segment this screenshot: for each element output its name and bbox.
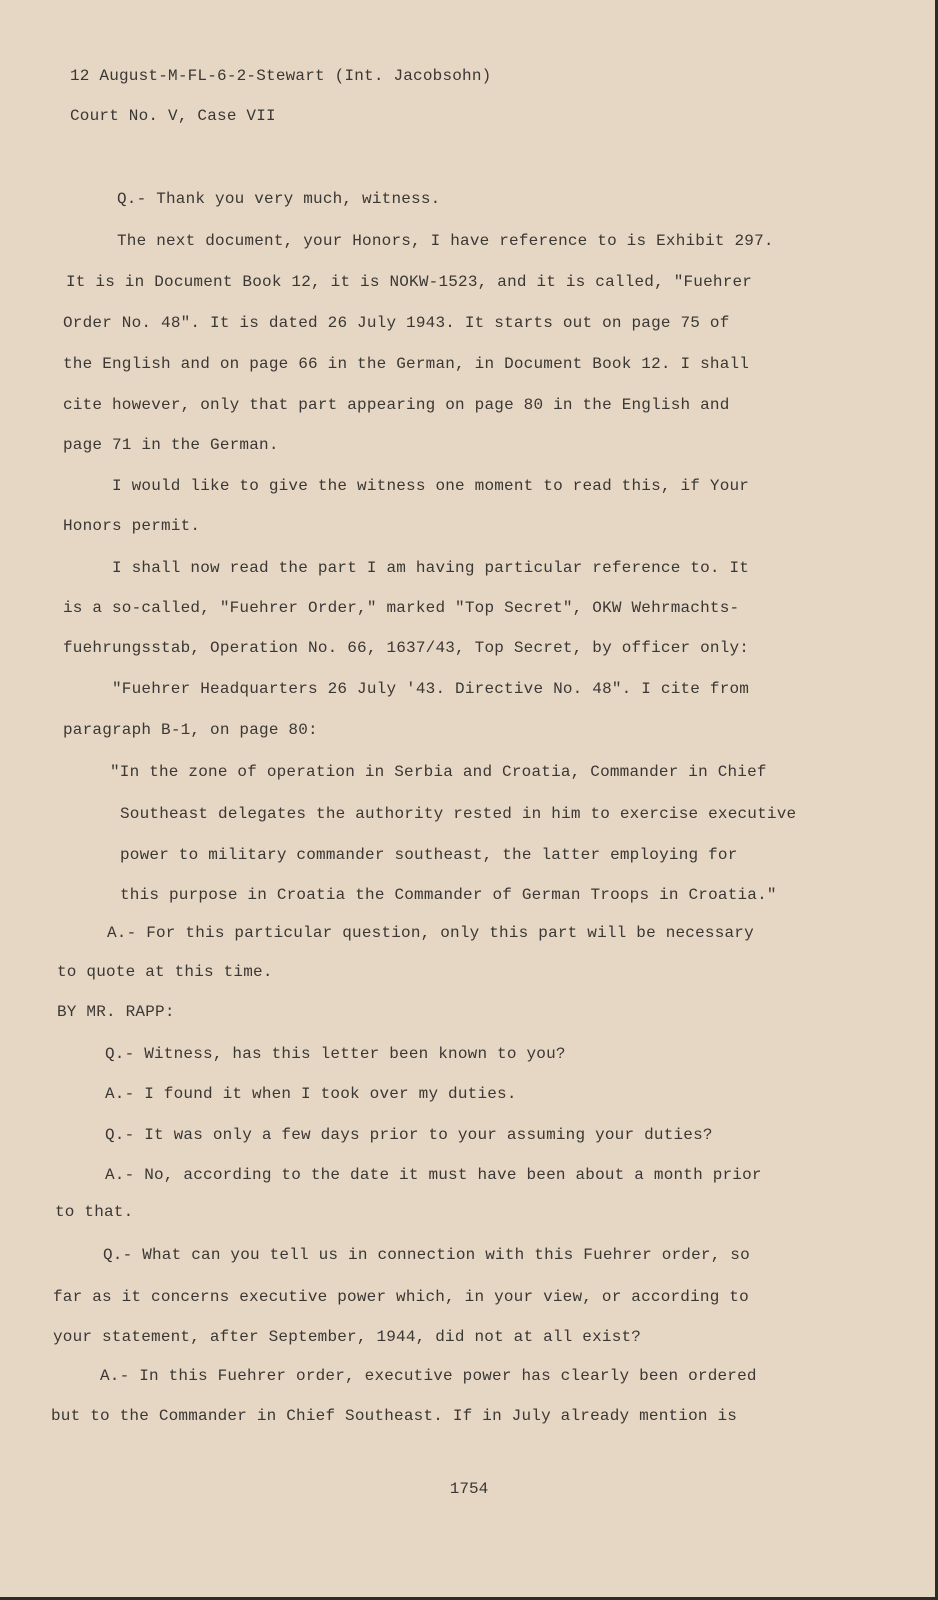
text-line: Order No. 48". It is dated 26 July 1943. It starts out on page 75 of	[63, 314, 730, 332]
text-line: far as it concerns executive power which, in your view, or according to	[53, 1288, 749, 1306]
text-line: Q.- What can you tell us in connection with this Fuehrer order, so	[103, 1246, 750, 1264]
text-line: to that.	[55, 1203, 134, 1221]
text-line: "Fuehrer Headquarters 26 July '43. Directive No. 48". I cite from	[112, 680, 750, 698]
text-line: Q.- Thank you very much, witness.	[117, 190, 441, 208]
text-line: paragraph B-1, on page 80:	[63, 721, 318, 739]
speaker-line: BY MR. RAPP:	[57, 1003, 175, 1021]
text-line: A.- For this particular question, only this part will be necessary	[107, 924, 754, 942]
text-line: Q.- It was only a few days prior to your assuming your duties?	[105, 1126, 713, 1144]
text-line: cite however, only that part appearing on page 80 in the English and	[63, 396, 730, 414]
text-line: A.- I found it when I took over my duties.	[105, 1085, 517, 1103]
text-line: but to the Commander in Chief Southeast. If in July already mention is	[51, 1407, 738, 1425]
quoted-line: power to military commander southeast, the latter employing for	[120, 846, 738, 864]
text-line: to quote at this time.	[57, 963, 273, 981]
text-line: page 71 in the German.	[63, 436, 279, 454]
text-line: the English and on page 66 in the German, in Document Book 12. I shall	[63, 355, 750, 373]
page-number: 1754	[449, 1480, 489, 1498]
header-line-session: 12 August-M-FL-6-2-Stewart (Int. Jacobsohn)	[70, 67, 492, 85]
header-line-court: Court No. V, Case VII	[70, 107, 276, 125]
quoted-line: "In the zone of operation in Serbia and Croatia, Commander in Chief	[110, 763, 767, 781]
text-line: I shall now read the part I am having particular reference to. It	[112, 559, 750, 577]
text-line: A.- In this Fuehrer order, executive power has clearly been ordered	[100, 1367, 757, 1385]
text-line: It is in Document Book 12, it is NOKW-1523, and it is called, "Fuehrer	[66, 273, 753, 291]
quoted-line: Southeast delegates the authority rested in him to exercise executive	[120, 805, 797, 823]
text-line: Q.- Witness, has this letter been known to you?	[105, 1045, 566, 1063]
text-line: is a so-called, "Fuehrer Order," marked "Top Secret", OKW Wehrmachts-	[63, 599, 740, 617]
text-line: The next document, your Honors, I have reference to is Exhibit 297.	[117, 232, 774, 250]
text-line: your statement, after September, 1944, did not at all exist?	[53, 1328, 642, 1346]
text-line: Honors permit.	[63, 517, 201, 535]
text-line: A.- No, according to the date it must have been about a month prior	[105, 1166, 762, 1184]
text-line: fuehrungsstab, Operation No. 66, 1637/43, Top Secret, by officer only:	[63, 639, 750, 657]
quoted-line: this purpose in Croatia the Commander of German Troops in Croatia."	[120, 886, 777, 904]
text-line: I would like to give the witness one moment to read this, if Your	[112, 477, 750, 495]
